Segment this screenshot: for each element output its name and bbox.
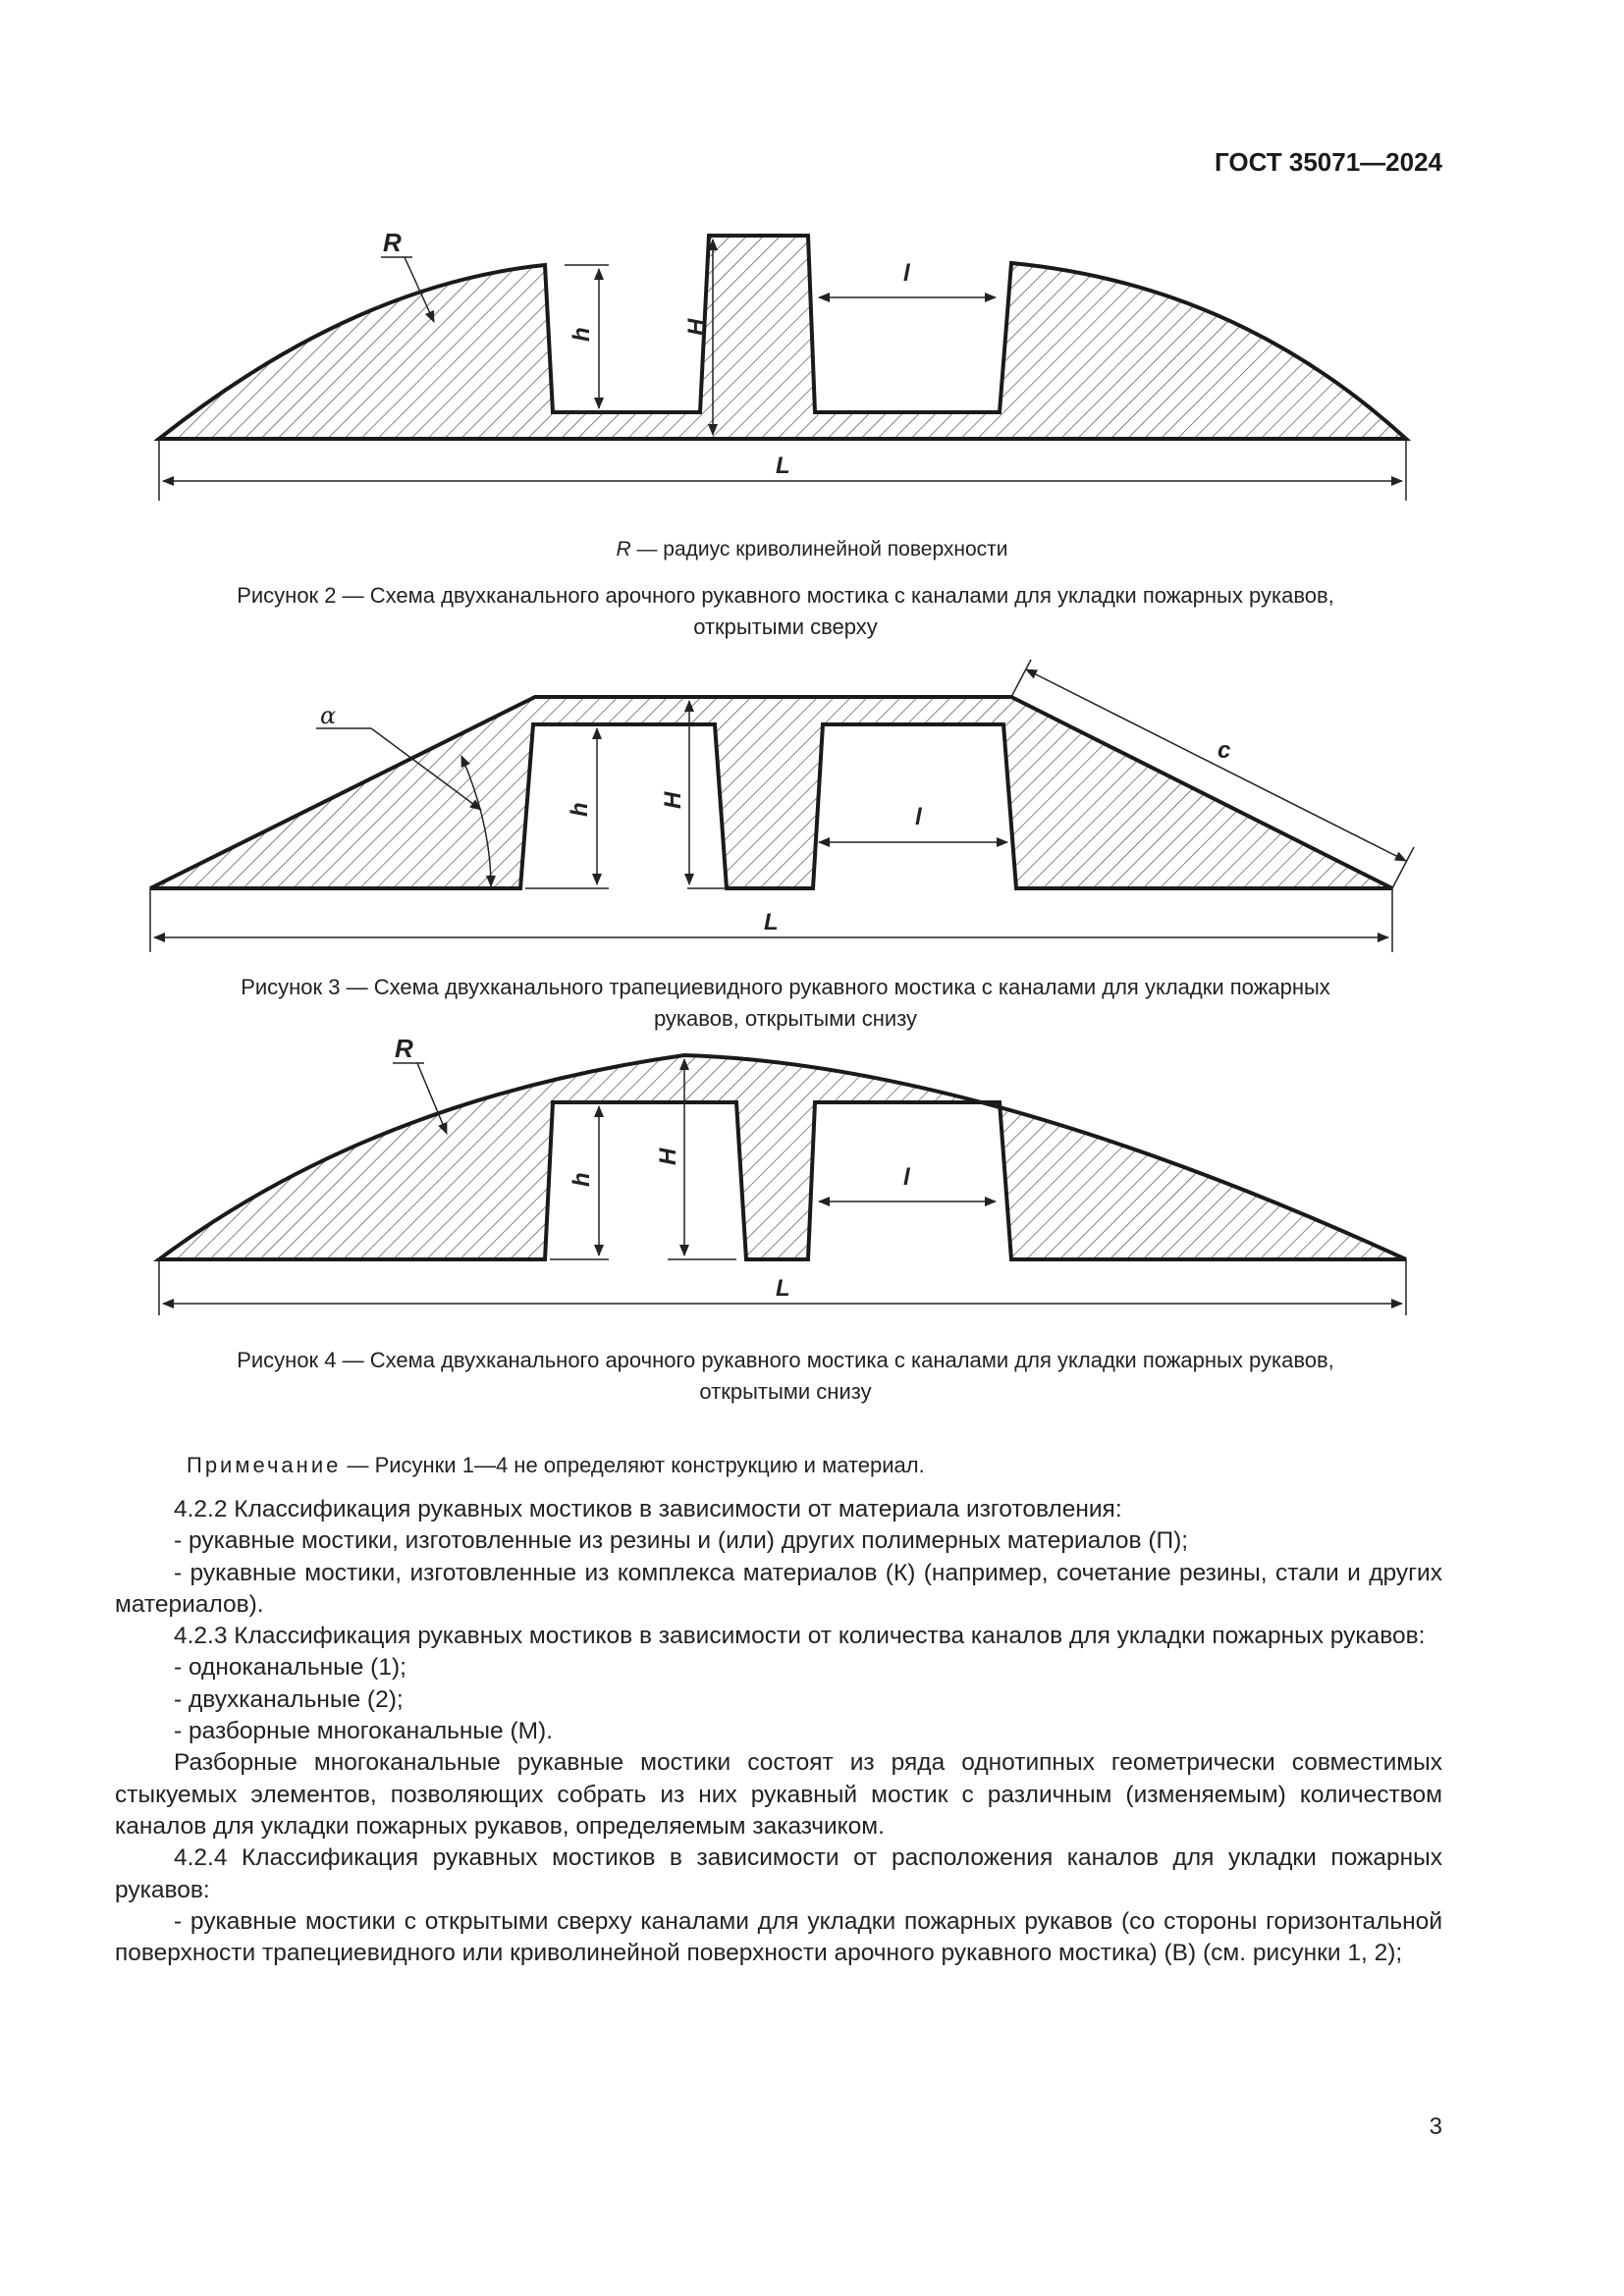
label-l: l <box>903 260 910 287</box>
list-item: - рукавные мостики, изготовленные из резины и (или) других полимерных материалов (П); <box>174 1527 1189 1555</box>
figure-4-caption-line1: Рисунок 4 — Схема двухканального арочного рукавного мостика с каналами для укладки пожарных рукавов, <box>237 1348 1334 1372</box>
label-h: h <box>567 802 593 817</box>
figure-2-caption <box>147 580 1424 643</box>
label-L: L <box>764 909 779 935</box>
main-text <box>115 1494 1442 1969</box>
figure-3-caption-line1: Рисунок 3 — Схема двухканального трапециевидного рукавного мостика с каналами для укладки пожарных <box>241 975 1330 999</box>
list-item: - рукавные мостики, изготовленные из комплекса материалов (К) (например, сочетание резины, стали и других материалов). <box>115 1559 1442 1618</box>
label-l: l <box>915 804 922 830</box>
label-R: R <box>383 228 402 257</box>
list-item: - одноканальные (1); <box>174 1654 406 1682</box>
paragraph: 4.2.4 Классификация рукавных мостиков в зависимости от расположения каналов для укладки пожарных рукавов: <box>115 1844 1442 1903</box>
note <box>187 1450 1443 1481</box>
figure-2-caption-line2: открытыми сверху <box>693 614 878 639</box>
note-label: Примечание <box>187 1453 342 1477</box>
figure-2-legend <box>0 538 1624 561</box>
legend-symbol: R <box>616 538 631 561</box>
document-number: ГОСТ 35071—2024 <box>1215 147 1442 177</box>
figure-3-caption-line2: рукавов, открытыми снизу <box>653 1006 918 1031</box>
bridge-profile <box>159 236 1406 439</box>
figure-3 <box>0 648 1624 962</box>
figure-4-caption-line2: открытыми снизу <box>699 1379 872 1404</box>
page-number: 3 <box>1429 2113 1442 2140</box>
list-item: - рукавные мостики с открытыми сверху каналами для укладки пожарных рукавов (со стороны горизонтальной поверхности трапециевидного или криволинейной поверхности арочного рукавного мостика) (В) (см. рисунки 1, 2); <box>115 1907 1442 1967</box>
bridge-profile <box>159 1055 1406 1259</box>
label-alpha: α <box>320 702 337 729</box>
legend-text: — радиус криволинейной поверхности <box>630 538 1008 561</box>
label-H: H <box>660 791 686 809</box>
label-l: l <box>903 1164 910 1191</box>
note-text: — Рисунки 1—4 не определяют конструкцию и материал. <box>341 1453 925 1477</box>
label-h: h <box>568 327 595 342</box>
list-item: - двухканальные (2); <box>174 1685 404 1713</box>
label-H: H <box>655 1148 681 1165</box>
figure-2 <box>0 216 1624 530</box>
figure-4 <box>0 1036 1624 1330</box>
label-H: H <box>683 318 710 336</box>
label-h: h <box>568 1172 595 1187</box>
paragraph: 4.2.3 Классификация рукавных мостиков в зависимости от количества каналов для укладки пожарных рукавов: <box>174 1623 1426 1650</box>
figure-4-caption <box>147 1345 1424 1408</box>
label-c: c <box>1218 737 1231 764</box>
label-L: L <box>776 453 790 479</box>
list-item: - разборные многоканальные (М). <box>174 1718 553 1745</box>
figure-3-caption <box>147 972 1424 1035</box>
paragraph: Разборные многоканальные рукавные мостики состоят из ряда однотипных геометрически совместимых стыкуемых элементов, позволяющих собрать из них рукавный мостик с различным (изменяемым) количеством каналов для укладки пожарных рукавов, определяемым заказчиком. <box>115 1749 1442 1840</box>
bridge-profile <box>150 697 1392 888</box>
figure-2-caption-line1: Рисунок 2 — Схема двухканального арочного рукавного мостика с каналами для укладки пожарных рукавов, <box>237 583 1334 608</box>
label-L: L <box>776 1275 790 1302</box>
paragraph: 4.2.2 Классификация рукавных мостиков в зависимости от материала изготовления: <box>174 1496 1122 1522</box>
label-R: R <box>395 1036 413 1063</box>
